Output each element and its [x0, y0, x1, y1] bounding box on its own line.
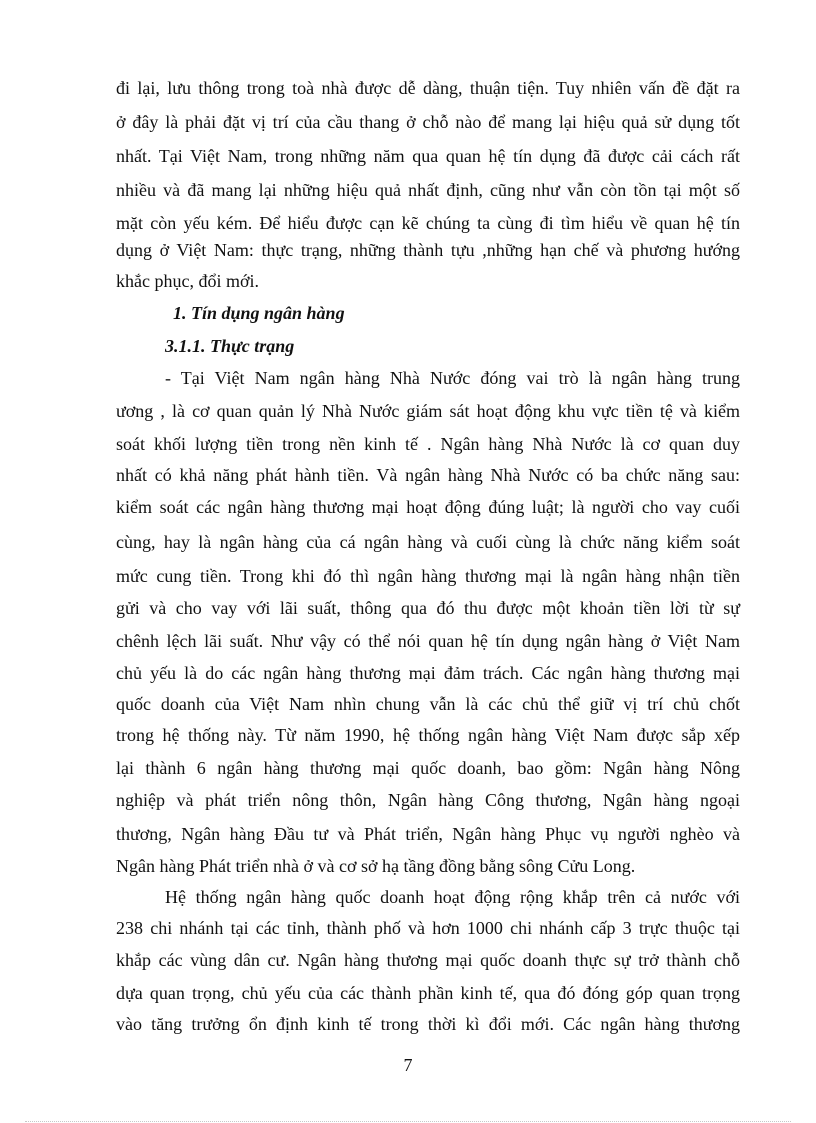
paragraph-2-line: Ngân hàng Phát triển nhà ở và cơ sở hạ tầng đồng bằng sông Cửu Long.	[116, 856, 636, 876]
paragraph-1-line: nhiều và đã mang lại những hiệu quả nhất định, cũng như vẫn còn tồn tại một số	[116, 180, 740, 200]
paragraph-3-line: khắp các vùng dân cư. Ngân hàng thương mại quốc doanh thực sự trở thành chỗ	[116, 950, 740, 970]
subsection-heading: 3.1.1. Thực trạng	[165, 336, 295, 356]
paragraph-2-line: nhất có khả năng phát hành tiền. Và ngân hàng Nhà Nước có ba chức năng sau:	[116, 465, 740, 485]
page-number: 7	[403, 1055, 413, 1075]
paragraph-2-line: cùng, hay là ngân hàng của cá ngân hàng và cuối cùng là chức năng kiểm soát	[116, 532, 740, 552]
paragraph-1-line: khắc phục, đổi mới.	[116, 271, 259, 291]
paragraph-1-line: ở đây là phải đặt vị trí của cầu thang ở chỗ nào để mang lại hiệu quả sử dụng tốt	[116, 112, 740, 132]
paragraph-3-line: Hệ thống ngân hàng quốc doanh hoạt động rộng khắp trên cả nước với	[165, 887, 740, 907]
paragraph-2-line: gửi và cho vay với lãi suất, thông qua đó thu được một khoản tiền lời từ sự	[116, 598, 740, 618]
paragraph-2-line: kiểm soát các ngân hàng thương mại hoạt động đúng luật; là người cho vay cuối	[116, 497, 740, 517]
paragraph-2-line: trong hệ thống này. Từ năm 1990, hệ thống ngân hàng Việt Nam được sắp xếp	[116, 725, 740, 745]
paragraph-2-line: chủ yếu là do các ngân hàng thương mại đảm trách. Các ngân hàng thương mại	[116, 663, 740, 683]
paragraph-2-line: ương , là cơ quan quản lý Nhà Nước giám sát hoạt động khu vực tiền tệ và kiểm	[116, 401, 740, 421]
paragraph-1-line: đi lại, lưu thông trong toà nhà được dễ dàng, thuận tiện. Tuy nhiên vấn đề đặt ra	[116, 78, 740, 98]
paragraph-3-line: 238 chi nhánh tại các tỉnh, thành phố và hơn 1000 chi nhánh cấp 3 trực thuộc tại	[116, 918, 740, 938]
paragraph-2-line: soát khối lượng tiền trong nền kinh tế . Ngân hàng Nhà Nước là cơ quan duy	[116, 434, 740, 454]
paragraph-2-line: - Tại Việt Nam ngân hàng Nhà Nước đóng vai trò là ngân hàng trung	[165, 368, 740, 388]
paragraph-2-line: thương, Ngân hàng Đầu tư và Phát triển, Ngân hàng Phục vụ người nghèo và	[116, 824, 740, 844]
paragraph-3-line: vào tăng trưởng ổn định kinh tế trong thời kì đổi mới. Các ngân hàng thương	[116, 1014, 740, 1034]
paragraph-2-line: quốc doanh của Việt Nam nhìn chung vẫn là các chủ thể giữ vị trí chủ chốt	[116, 694, 740, 714]
paragraph-2-line: mức cung tiền. Trong khi đó thì ngân hàng thương mại là ngân hàng nhận tiền	[116, 566, 740, 586]
paragraph-2-line: lại thành 6 ngân hàng thương mại quốc doanh, bao gồm: Ngân hàng Nông	[116, 758, 740, 778]
page-bottom-border	[25, 1121, 791, 1122]
paragraph-2-line: chênh lệch lãi suất. Như vậy có thể nói quan hệ tín dụng ngân hàng ở Việt Nam	[116, 631, 740, 651]
paragraph-1-line: dụng ở Việt Nam: thực trạng, những thành tựu ,những hạn chế và phương hướng	[116, 240, 740, 260]
paragraph-2-line: nghiệp và phát triển nông thôn, Ngân hàng Công thương, Ngân hàng ngoại	[116, 790, 740, 810]
paragraph-1-line: nhất. Tại Việt Nam, trong những năm qua quan hệ tín dụng đã được cải cách rất	[116, 146, 740, 166]
paragraph-3-line: dựa quan trọng, chủ yếu của các thành phần kinh tế, qua đó đóng góp quan trọng	[116, 983, 740, 1003]
paragraph-1-line: mặt còn yếu kém. Để hiểu được cạn kẽ chúng ta cùng đi tìm hiểu về quan hệ tín	[116, 213, 740, 233]
section-heading: 1. Tín dụng ngân hàng	[173, 303, 345, 323]
